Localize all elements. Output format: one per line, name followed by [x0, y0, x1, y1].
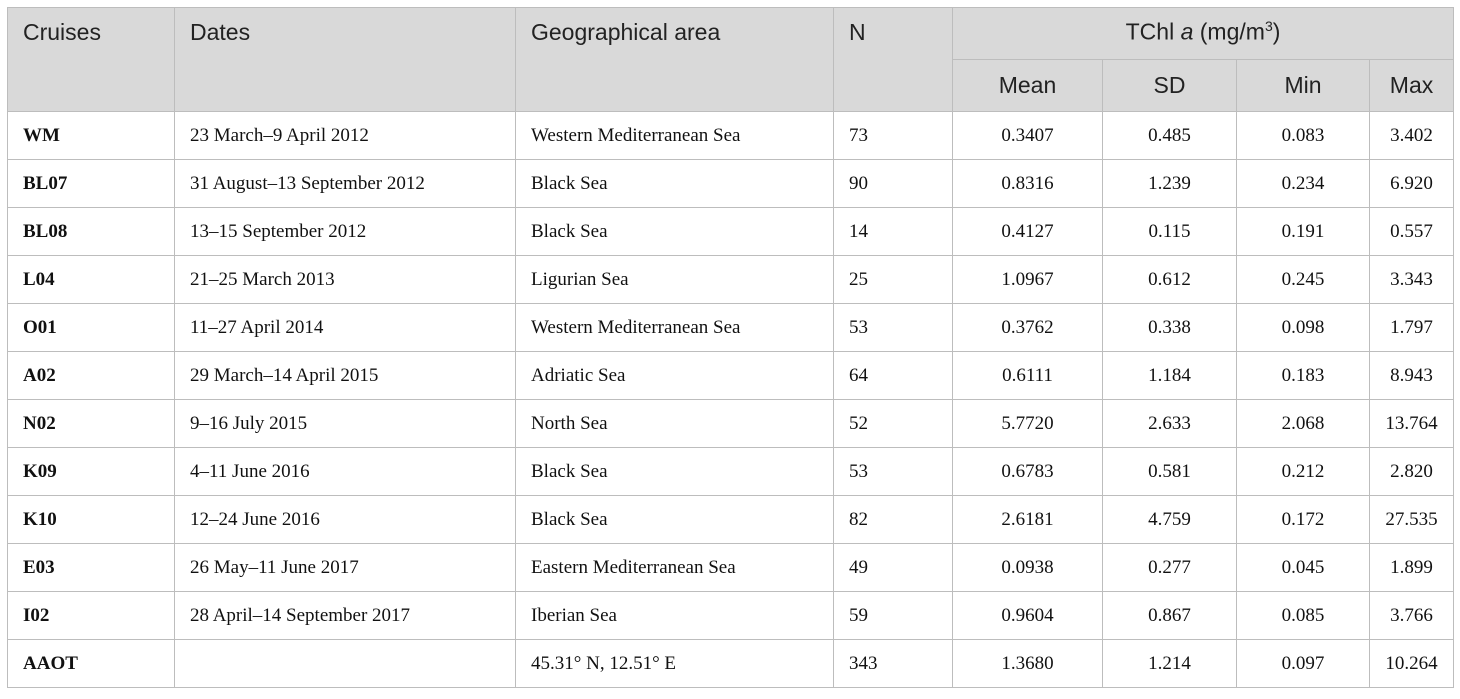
table-row: [8, 256, 1454, 304]
cell-max: 6.920: [1370, 160, 1454, 208]
cell-max: 27.535: [1370, 496, 1454, 544]
cell-min: 0.045: [1237, 544, 1370, 592]
cell-mean: 0.6783: [953, 448, 1103, 496]
cell-n: 52: [834, 400, 953, 448]
cell-area: Western Mediterranean Sea: [516, 112, 834, 160]
cell-max: 10.264: [1370, 640, 1454, 688]
cell-sd: 0.115: [1103, 208, 1237, 256]
cell-n: 53: [834, 304, 953, 352]
cell-n: 59: [834, 592, 953, 640]
cell-dates: [175, 640, 516, 688]
table-body: [8, 112, 1454, 688]
table-row: [8, 112, 1454, 160]
tchl-italic: a: [1180, 18, 1194, 45]
cell-area: Black Sea: [516, 496, 834, 544]
cell-mean: 0.0938: [953, 544, 1103, 592]
cell-n: 343: [834, 640, 953, 688]
cell-area: Black Sea: [516, 208, 834, 256]
cell-dates: 26 May–11 June 2017: [175, 544, 516, 592]
cell-max: 13.764: [1370, 400, 1454, 448]
cell-cruise: BL08: [8, 208, 175, 256]
cell-min: 0.245: [1237, 256, 1370, 304]
cell-dates: 9–16 July 2015: [175, 400, 516, 448]
cell-max: 8.943: [1370, 352, 1454, 400]
cell-area: Eastern Mediterranean Sea: [516, 544, 834, 592]
cell-sd: 1.239: [1103, 160, 1237, 208]
cell-min: 0.172: [1237, 496, 1370, 544]
cell-mean: 0.4127: [953, 208, 1103, 256]
table-row: [8, 352, 1454, 400]
cell-cruise: WM: [8, 112, 175, 160]
cell-mean: 0.3407: [953, 112, 1103, 160]
header-row-1: [8, 8, 1454, 60]
cell-area: North Sea: [516, 400, 834, 448]
cell-area: Adriatic Sea: [516, 352, 834, 400]
header-tchl-group: [953, 8, 1454, 60]
cell-dates: 31 August–13 September 2012: [175, 160, 516, 208]
table-row: [8, 496, 1454, 544]
table-row: [8, 592, 1454, 640]
cell-sd: 4.759: [1103, 496, 1237, 544]
cell-sd: 0.277: [1103, 544, 1237, 592]
header-cruises: Cruises: [8, 8, 175, 112]
header-mean: Mean: [953, 60, 1103, 112]
header-dates: Dates: [175, 8, 516, 112]
cell-sd: 0.338: [1103, 304, 1237, 352]
cell-cruise: BL07: [8, 160, 175, 208]
table-row: [8, 208, 1454, 256]
cell-max: 1.899: [1370, 544, 1454, 592]
cell-cruise: K10: [8, 496, 175, 544]
cell-min: 2.068: [1237, 400, 1370, 448]
cell-mean: 0.3762: [953, 304, 1103, 352]
cell-n: 64: [834, 352, 953, 400]
cell-cruise: I02: [8, 592, 175, 640]
cell-n: 25: [834, 256, 953, 304]
tchl-unit: (mg/m: [1193, 18, 1265, 45]
cell-area: Ligurian Sea: [516, 256, 834, 304]
table-row: [8, 448, 1454, 496]
cell-max: 3.343: [1370, 256, 1454, 304]
cell-sd: 0.581: [1103, 448, 1237, 496]
cell-n: 90: [834, 160, 953, 208]
cell-n: 73: [834, 112, 953, 160]
cell-mean: 0.9604: [953, 592, 1103, 640]
cell-n: 49: [834, 544, 953, 592]
cell-dates: 23 March–9 April 2012: [175, 112, 516, 160]
cell-mean: 0.8316: [953, 160, 1103, 208]
table-row: [8, 640, 1454, 688]
header-min: Min: [1237, 60, 1370, 112]
cell-area: Iberian Sea: [516, 592, 834, 640]
cell-mean: 1.3680: [953, 640, 1103, 688]
cell-n: 14: [834, 208, 953, 256]
table-row: [8, 544, 1454, 592]
cell-max: 3.766: [1370, 592, 1454, 640]
table-row: [8, 304, 1454, 352]
cell-sd: 0.612: [1103, 256, 1237, 304]
header-n: N: [834, 8, 953, 112]
cell-mean: 5.7720: [953, 400, 1103, 448]
cell-max: 0.557: [1370, 208, 1454, 256]
cell-min: 0.212: [1237, 448, 1370, 496]
cell-sd: 0.867: [1103, 592, 1237, 640]
cell-sd: 2.633: [1103, 400, 1237, 448]
table-header: [8, 8, 1454, 112]
cell-min: 0.234: [1237, 160, 1370, 208]
table-row: [8, 400, 1454, 448]
cell-dates: 29 March–14 April 2015: [175, 352, 516, 400]
cell-dates: 11–27 April 2014: [175, 304, 516, 352]
cell-dates: 21–25 March 2013: [175, 256, 516, 304]
cell-sd: 1.214: [1103, 640, 1237, 688]
cell-mean: 0.6111: [953, 352, 1103, 400]
cell-dates: 12–24 June 2016: [175, 496, 516, 544]
cell-min: 0.083: [1237, 112, 1370, 160]
cell-cruise: N02: [8, 400, 175, 448]
cell-dates: 13–15 September 2012: [175, 208, 516, 256]
tchl-close: ): [1272, 18, 1281, 45]
cell-dates: 28 April–14 September 2017: [175, 592, 516, 640]
cell-mean: 1.0967: [953, 256, 1103, 304]
table-row: [8, 160, 1454, 208]
cell-area: Black Sea: [516, 448, 834, 496]
cell-cruise: E03: [8, 544, 175, 592]
cell-min: 0.098: [1237, 304, 1370, 352]
header-max: Max: [1370, 60, 1454, 112]
cell-area: Western Mediterranean Sea: [516, 304, 834, 352]
cell-min: 0.097: [1237, 640, 1370, 688]
cell-sd: 1.184: [1103, 352, 1237, 400]
cell-area: 45.31° N, 12.51° E: [516, 640, 834, 688]
cell-max: 2.820: [1370, 448, 1454, 496]
cell-area: Black Sea: [516, 160, 834, 208]
tchl-prefix: TChl: [1125, 18, 1181, 45]
cell-n: 53: [834, 448, 953, 496]
cell-min: 0.085: [1237, 592, 1370, 640]
cell-min: 0.183: [1237, 352, 1370, 400]
cell-max: 3.402: [1370, 112, 1454, 160]
header-area: Geographical area: [516, 8, 834, 112]
cell-cruise: A02: [8, 352, 175, 400]
cruise-data-table: [7, 7, 1454, 688]
tchl-sup: 3: [1264, 18, 1273, 34]
cell-n: 82: [834, 496, 953, 544]
header-sd: SD: [1103, 60, 1237, 112]
cell-min: 0.191: [1237, 208, 1370, 256]
cell-sd: 0.485: [1103, 112, 1237, 160]
cell-max: 1.797: [1370, 304, 1454, 352]
cell-mean: 2.6181: [953, 496, 1103, 544]
cell-cruise: K09: [8, 448, 175, 496]
cell-dates: 4–11 June 2016: [175, 448, 516, 496]
cell-cruise: L04: [8, 256, 175, 304]
cell-cruise: O01: [8, 304, 175, 352]
cell-cruise: AAOT: [8, 640, 175, 688]
